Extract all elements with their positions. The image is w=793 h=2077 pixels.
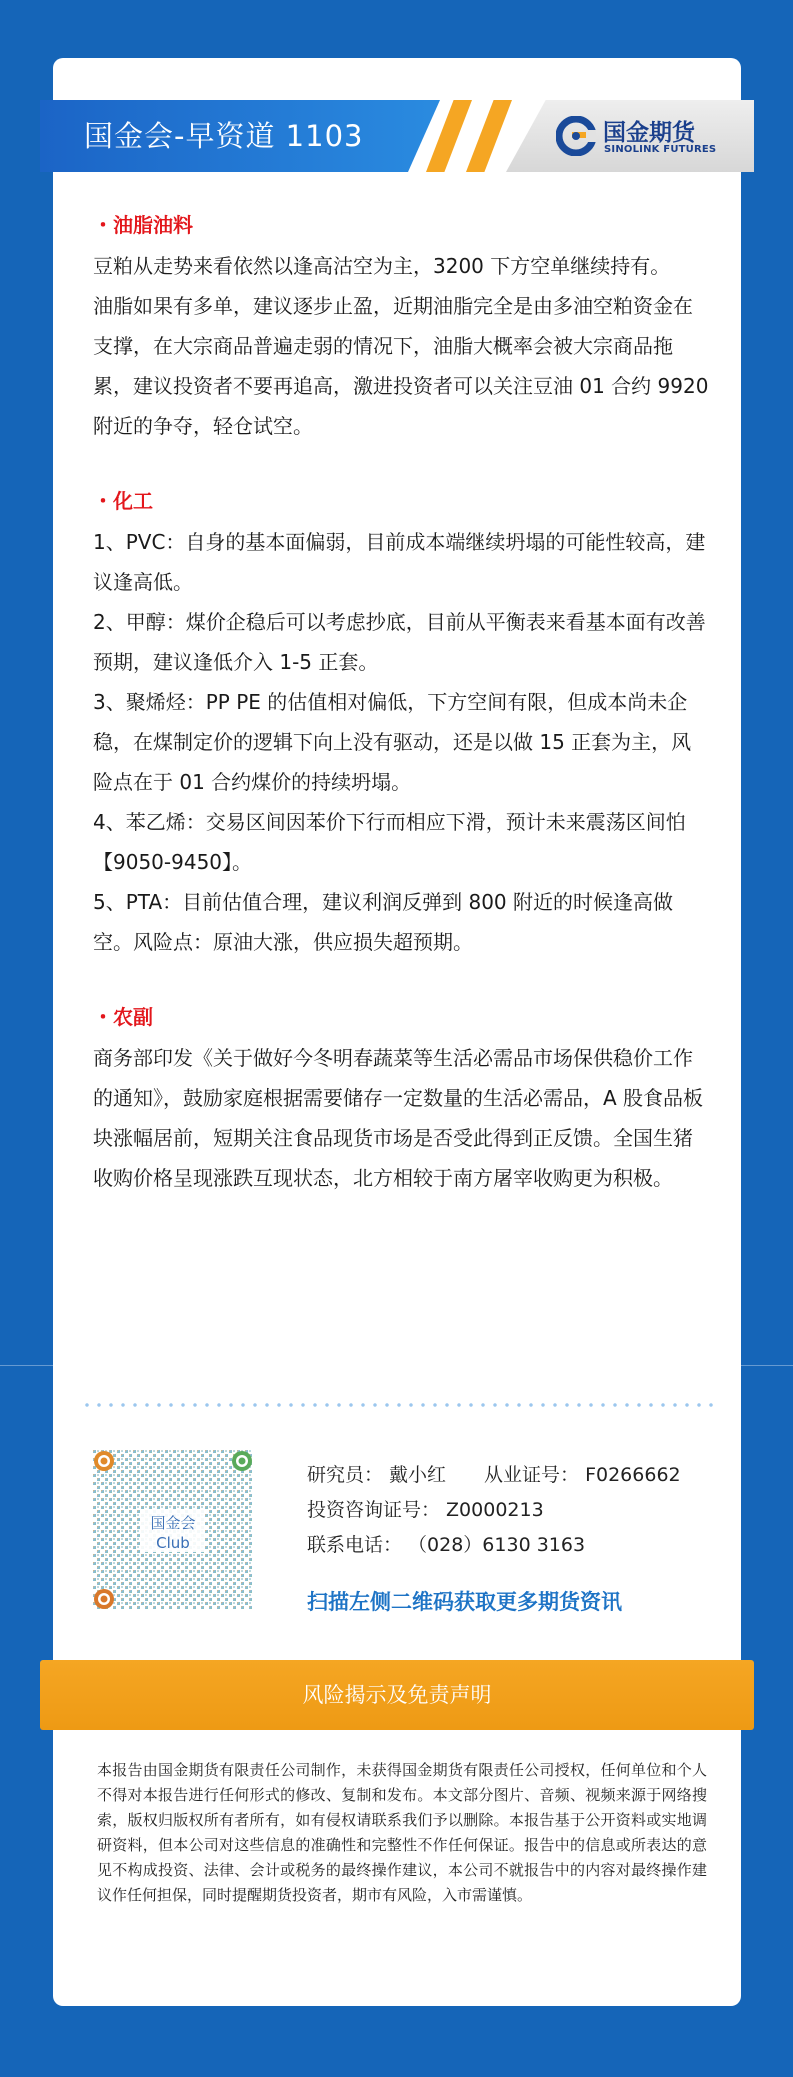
paragraph: 商务部印发《关于做好今冬明春蔬菜等生活必需品市场保供稳价工作的通知》，鼓励家庭根据需要储存一定数量的生活必需品，A 股食品板块涨幅居前，短期关注食品现货市场是否受此得到正反馈。全国生猪收购价格呈现涨跌互现状态，北方相较于南方屠宰收购更为积极。 (93, 1046, 704, 1190)
sinolink-logo-icon (556, 116, 596, 156)
scan-qr-prompt: 扫描左侧二维码获取更多期货资讯 (307, 1590, 622, 1614)
risk-disclaimer-header: 风险揭示及免责声明 (40, 1660, 754, 1730)
phone-line: 联系电话： （028）6130 3163 (307, 1534, 586, 1556)
researcher-line: 研究员： 戴小红 从业证号： F0266662 (307, 1464, 681, 1486)
section-agriculture (93, 1002, 711, 1198)
dotted-divider (81, 1403, 713, 1407)
paragraph: 油脂如果有多单，建议逐步止盈，近期油脂完全是由多油空粕资金在支撑，在大宗商品普遍走弱的情况下，油脂大概率会被大宗商品拖累，建议投资者不要再追高，激进投资者可以关注豆油 01 合约 9920 附近的争夺，轻仓试空。 (93, 294, 709, 438)
logo-text-cn: 国金期货 (603, 120, 695, 146)
disclaimer-text: 本报告由国金期货有限责任公司制作，未获得国金期货有限责任公司授权，任何单位和个人不得对本报告进行任何形式的修改、复制和发布。本文部分图片、音频、视频来源于网络搜索，版权归版权所有者所有，如有侵权请联系我们予以删除。本报告基于公开资料或实地调研资料，但本公司对这些信息的准确性和完整性不作任何保证。报告中的信息或所表达的意见不构成投资、法律、会计或税务的最终操作建议，本公司不就报告中的内容对最终操作建议作任何担保，同时提醒期货投资者，期市有风险，入市需谨慎。 (97, 1761, 707, 1904)
section-title: ・农副 (93, 1005, 153, 1029)
contact-info (307, 1458, 727, 1563)
section-title: ・化工 (93, 489, 153, 513)
header-banner (40, 100, 754, 172)
paragraph: 5、PTA：目前估值合理，建议利润反弹到 800 附近的时候逢高做空。风险点：原油大涨，供应损失超预期。 (93, 890, 674, 954)
paragraph: 豆粕从走势来看依然以逢高沽空为主，3200 下方空单继续持有。 (93, 254, 671, 278)
report-content (93, 210, 711, 1238)
qr-center-label (93, 1513, 253, 1553)
license-line: 投资咨询证号： Z0000213 (307, 1499, 544, 1521)
page-title: 国金会-早资道 1103 (84, 119, 364, 153)
qr-label-line: 国金会 (150, 1514, 196, 1532)
paragraph: 4、苯乙烯：交易区间因苯价下行而相应下滑，预计未来震荡区间怕【9050-9450】。 (93, 810, 686, 874)
paragraph: 2、甲醇：煤价企稳后可以考虑抄底，目前从平衡表来看基本面有改善预期，建议逢低介入 1-5 正套。 (93, 610, 706, 674)
banner-stripe (466, 100, 512, 172)
section-chemicals (93, 486, 711, 962)
report-card (53, 58, 741, 2006)
paragraph: 3、聚烯烃：PP PE 的估值相对偏低，下方空间有限，但成本尚未企稳，在煤制定价的逻辑下向上没有驱动，还是以做 15 正套为主，风险点在于 01 合约煤价的持续坍塌。 (93, 690, 692, 794)
logo-text-en: SINOLINK FUTURES (604, 144, 717, 155)
section-oils (93, 210, 711, 446)
paragraph: 1、PVC：自身的基本面偏弱，目前成本端继续坍塌的可能性较高，建议逢高低。 (93, 530, 706, 594)
qr-label-line: Club (156, 1534, 190, 1552)
section-title: ・油脂油料 (93, 213, 193, 237)
